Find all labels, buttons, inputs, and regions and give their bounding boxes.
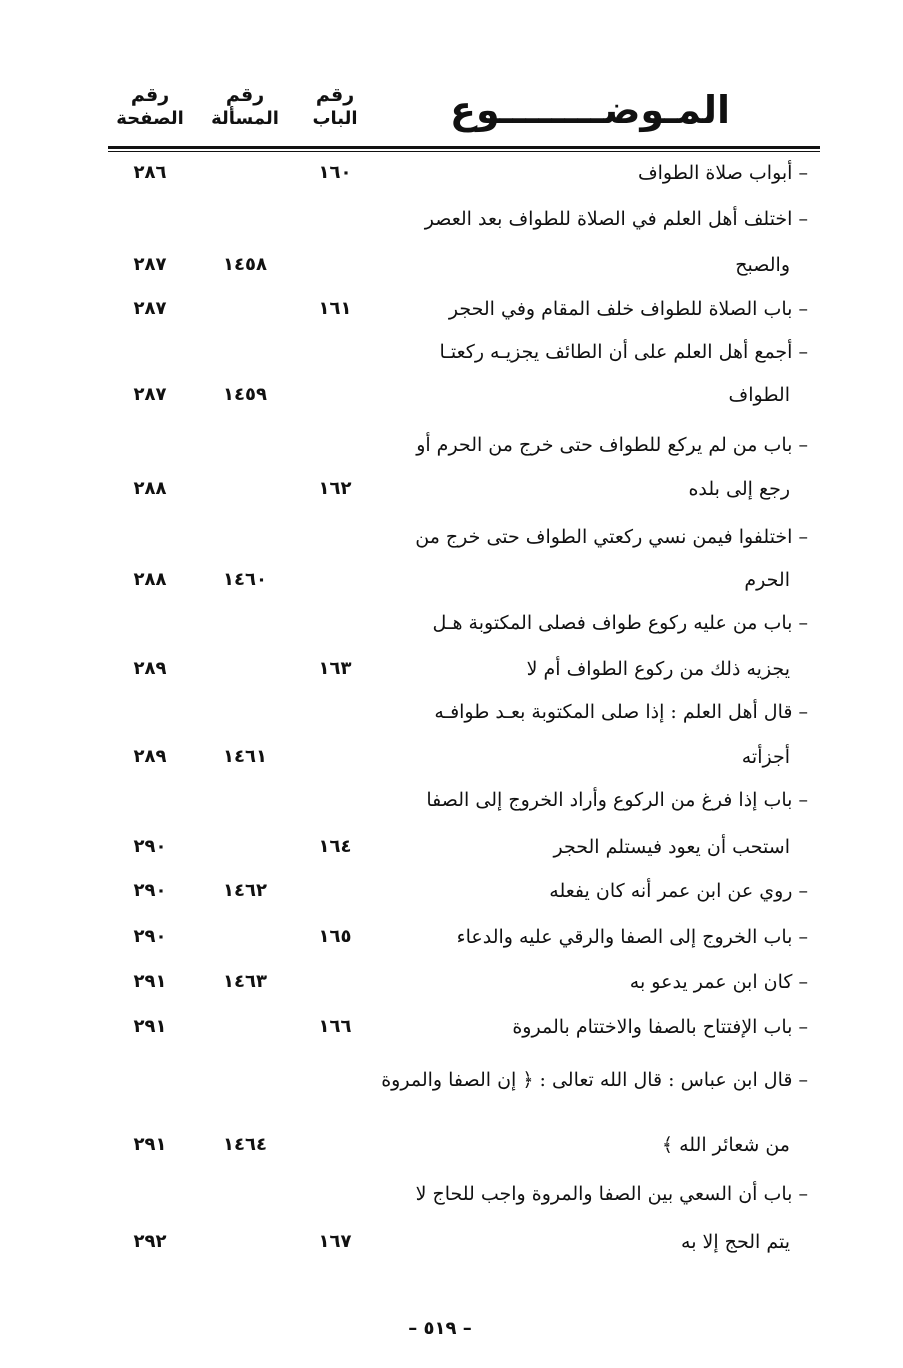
toc-entry-issue-number: ١٤٦٣	[223, 971, 267, 992]
page-number: – ٥١٩ –	[408, 1318, 472, 1339]
toc-entry-title: – باب الإفتتاح بالصفا والاختتام بالمروة	[512, 1016, 808, 1038]
toc-entry-issue-number: ١٤٥٨	[223, 254, 267, 275]
toc-entry-title-continued: رجع إلى بلده	[688, 478, 790, 500]
toc-entry-title: – باب من عليه ركوع طواف فصلى المكتوبة هـل	[432, 612, 808, 634]
toc-entry-issue-number: ١٤٦٤	[223, 1134, 267, 1155]
toc-entry-chapter-number: ١٦٧	[318, 1231, 352, 1252]
toc-entry-title: – اختلف أهل العلم في الصلاة للطواف بعد العصر	[424, 208, 808, 230]
toc-entry-chapter-number: ١٦٣	[318, 658, 352, 679]
toc-entry-page-number: ٢٨٧	[133, 384, 167, 405]
toc-entry-chapter-number: ١٦٤	[318, 836, 352, 857]
toc-entry-page-number: ٢٩٠	[133, 926, 167, 947]
header-page-number-line1: رقم	[130, 84, 170, 106]
toc-entry-chapter-number: ١٦٥	[318, 926, 352, 947]
toc-entry-title-continued: والصبح	[735, 254, 790, 276]
toc-entry-page-number: ٢٩١	[133, 1134, 167, 1155]
toc-entry-page-number: ٢٩٠	[133, 880, 167, 901]
toc-entry-title: – باب الخروج إلى الصفا والرقي عليه والدعاء	[456, 926, 808, 948]
toc-entry-title-continued: يتم الحج إلا به	[681, 1231, 790, 1253]
toc-entry-title: – قال ابن عباس : قال الله تعالى : ﴿ إن الصفا والمروة	[381, 1069, 808, 1091]
toc-entry-page-number: ٢٨٨	[133, 478, 167, 499]
header-page-number	[108, 84, 192, 129]
toc-entry-chapter-number: ١٦٦	[318, 1016, 352, 1037]
toc-entry-title-continued: أجزأته	[741, 746, 790, 768]
toc-entry-page-number: ٢٩١	[133, 1016, 167, 1037]
toc-entry-page-number: ٢٨٩	[133, 658, 167, 679]
header-rule-thick	[108, 146, 820, 149]
toc-entry-title-continued: الطواف	[728, 384, 790, 406]
toc-entry-title: – أبواب صلاة الطواف	[637, 162, 808, 184]
toc-entry-issue-number: ١٤٥٩	[223, 384, 267, 405]
toc-entry-title-continued: يجزيه ذلك من ركوع الطواف أم لا	[526, 658, 790, 680]
toc-entry-page-number: ٢٨٩	[133, 746, 167, 767]
header-rule-thin	[108, 151, 820, 152]
header-issue-number	[200, 84, 290, 129]
toc-entry-title-continued: الحرم	[744, 569, 790, 591]
toc-entry-title: – باب إذا فرغ من الركوع وأراد الخروج إلى الصفا	[426, 789, 808, 811]
toc-entry-title: – كان ابن عمر يدعو به	[629, 971, 808, 993]
toc-entry-page-number: ٢٨٨	[133, 569, 167, 590]
toc-entry-page-number: ٢٩١	[133, 971, 167, 992]
toc-entry-page-number: ٢٨٧	[133, 298, 167, 319]
toc-entry-issue-number: ١٤٦١	[223, 746, 267, 767]
toc-entry-page-number: ٢٨٧	[133, 254, 167, 275]
toc-entry-issue-number: ١٤٦٢	[223, 880, 267, 901]
header-chapter-number-line1: رقم	[315, 84, 355, 106]
toc-entry-title: – قال أهل العلم : إذا صلى المكتوبة بعـد طوافـه	[434, 701, 808, 723]
toc-entry-issue-number: ١٤٦٠	[223, 569, 267, 590]
toc-entry-title-continued: من شعائر الله ﴾	[661, 1134, 790, 1156]
toc-entry-title: – باب الصلاة للطواف خلف المقام وفي الحجر	[448, 298, 808, 320]
header-topic: المـوضــــــــوع	[450, 88, 730, 132]
toc-entry-chapter-number: ١٦٢	[318, 478, 352, 499]
header-issue-number-line1: رقم	[225, 84, 265, 106]
toc-entry-title: – باب أن السعي بين الصفا والمروة واجب للحاج لا	[415, 1183, 808, 1205]
header-chapter-number-line2: الباب	[312, 108, 358, 129]
toc-entry-title-continued: استحب أن يعود فيستلم الحجر	[553, 836, 790, 858]
toc-entry-title: – اختلفوا فيمن نسي ركعتي الطواف حتى خرج من	[415, 526, 808, 548]
toc-entry-chapter-number: ١٦١	[318, 298, 352, 319]
header-chapter-number	[300, 84, 370, 129]
toc-entry-title: – روي عن ابن عمر أنه كان يفعله	[549, 880, 808, 902]
toc-entry-title: – باب من لم يركع للطواف حتى خرج من الحرم أو	[416, 434, 808, 456]
toc-entry-title: – أجمع أهل العلم على أن الطائف يجزيـه ركعتـا	[439, 341, 808, 363]
header-page-number-line2: الصفحة	[116, 108, 184, 129]
toc-entry-page-number: ٢٩٢	[133, 1231, 167, 1252]
toc-entry-page-number: ٢٨٦	[133, 162, 167, 183]
toc-entry-chapter-number: ١٦٠	[318, 162, 352, 183]
toc-entry-page-number: ٢٩٠	[133, 836, 167, 857]
header-issue-number-line2: المسألة	[211, 108, 279, 129]
